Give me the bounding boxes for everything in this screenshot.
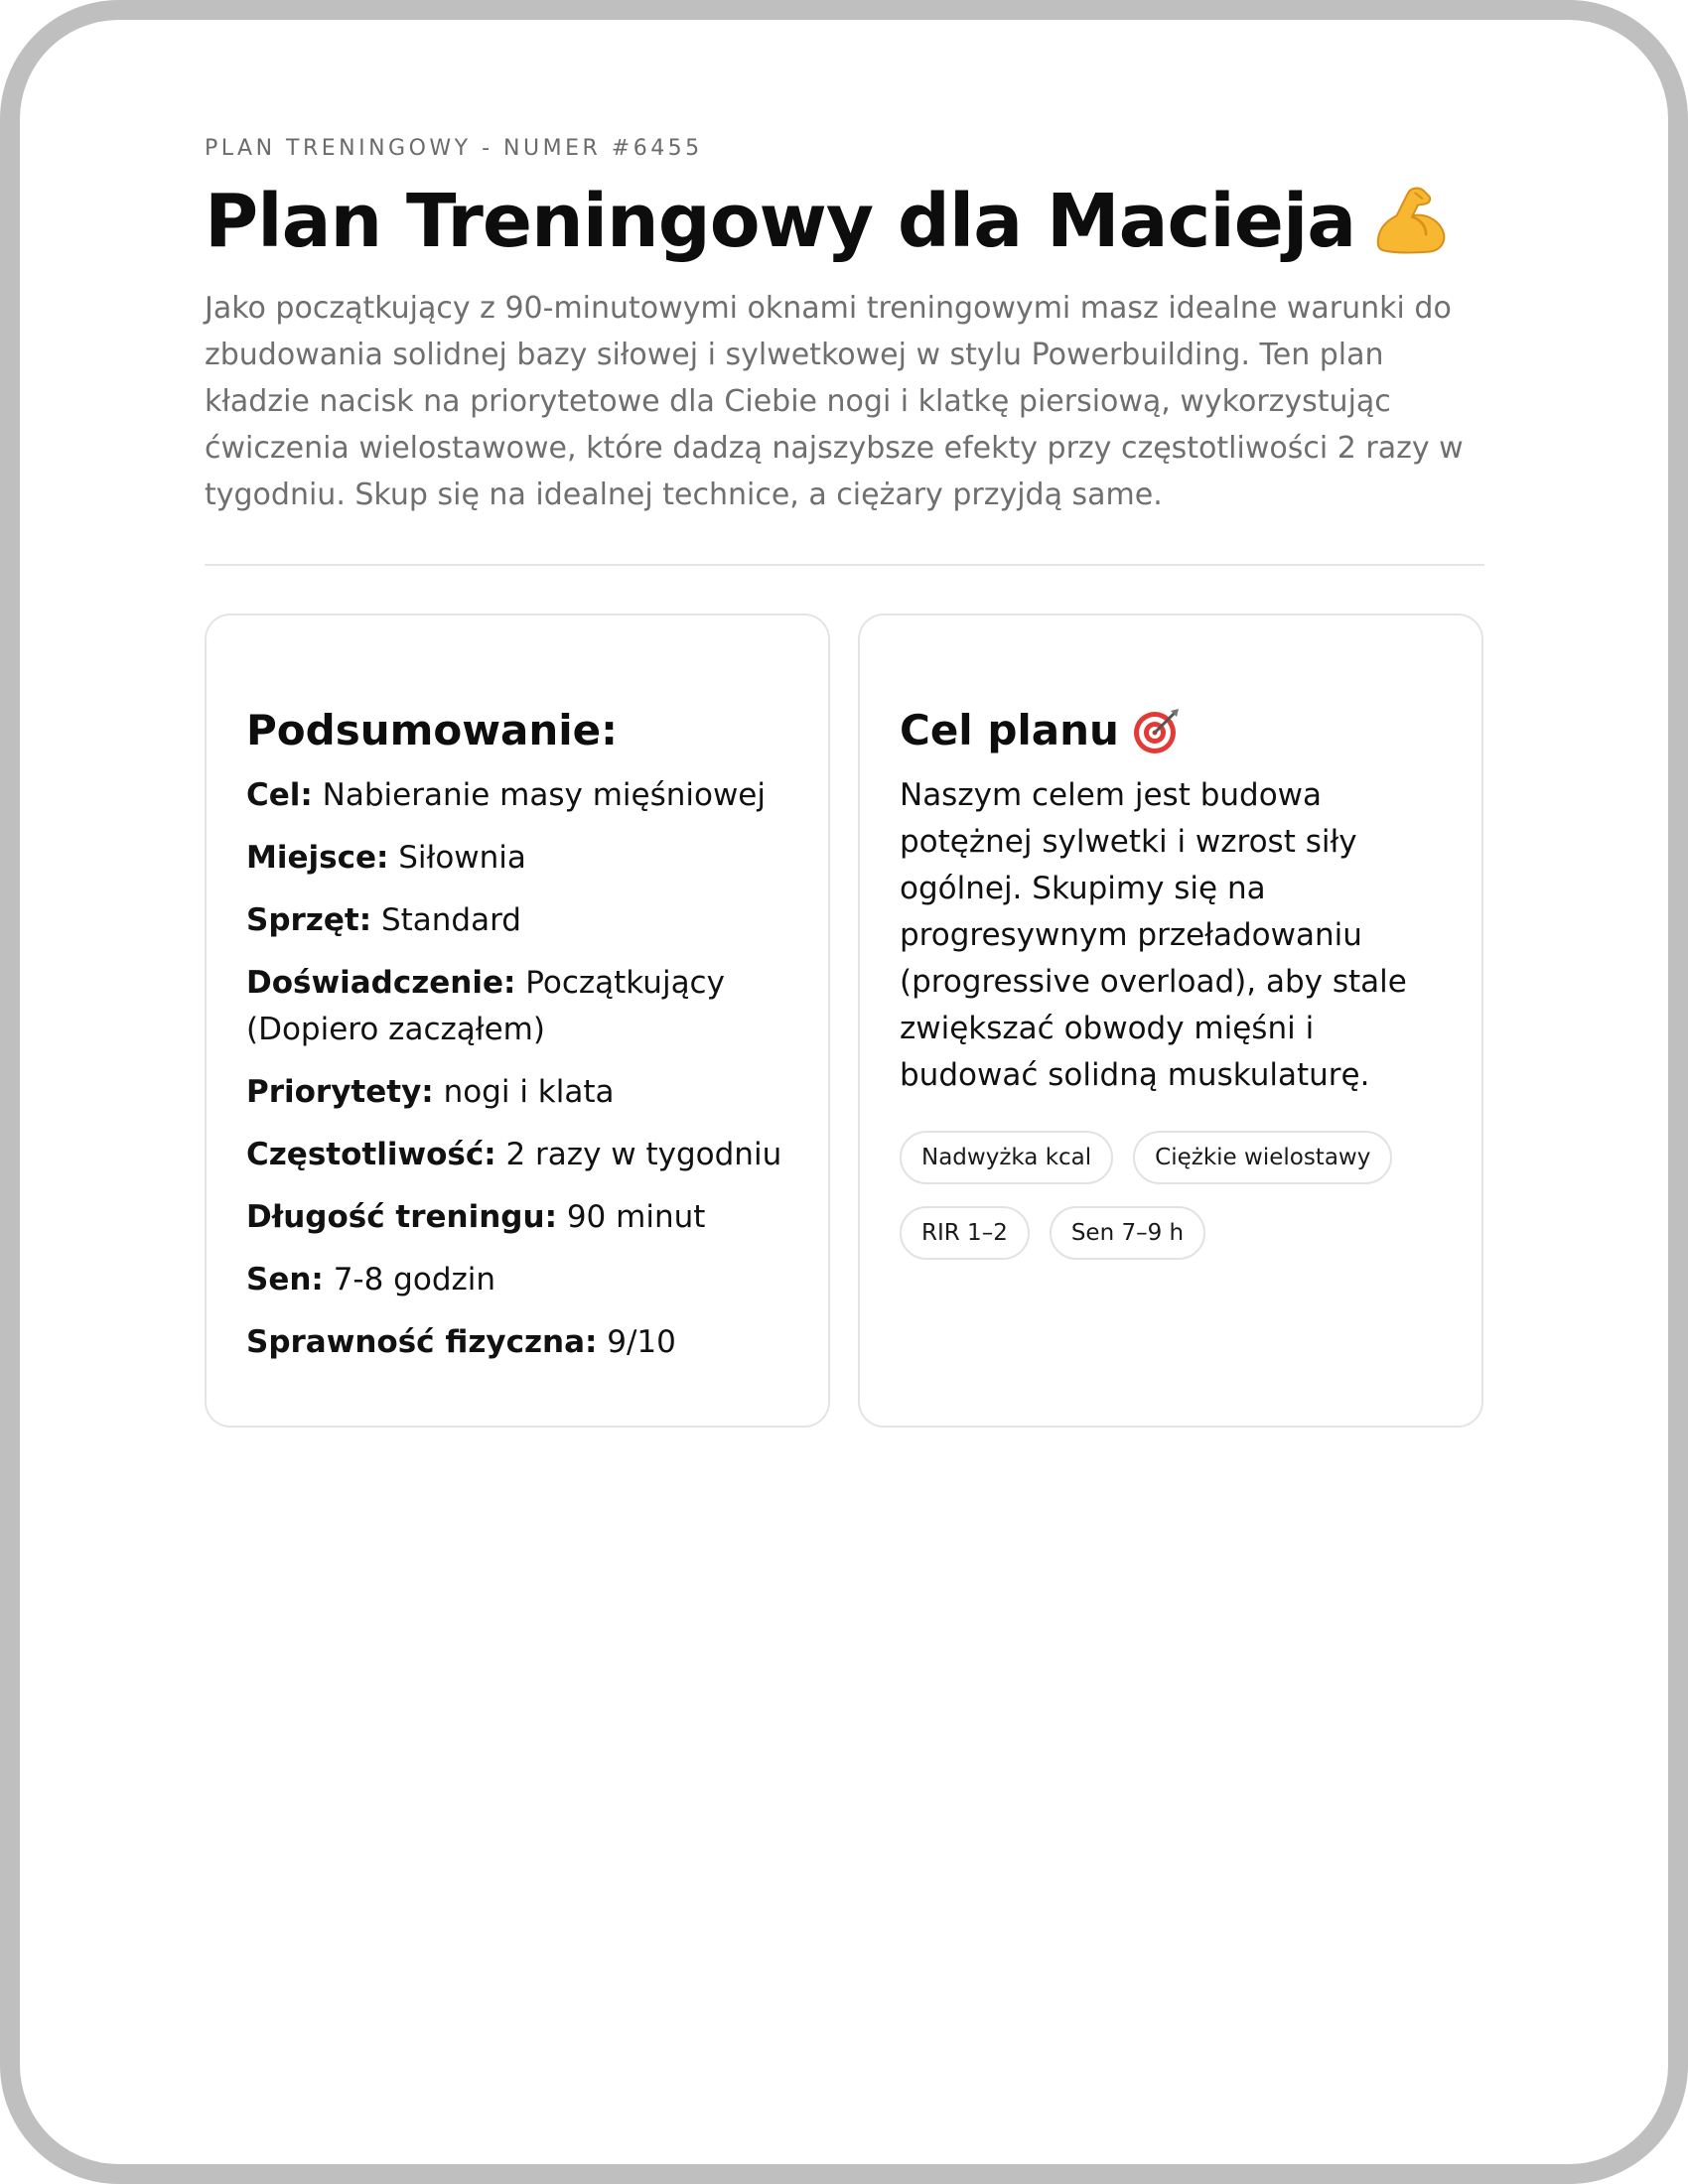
summary-list [246, 772, 788, 1366]
tag-chip: Sen 7–9 h [1050, 1206, 1205, 1260]
plan-page [205, 134, 1484, 1428]
summary-row [246, 772, 788, 819]
summary-row [246, 1132, 788, 1178]
summary-title [246, 703, 788, 758]
plan-number-label: PLAN TRENINGOWY - NUMER #6455 [205, 136, 703, 161]
goal-description: Naszym celem jest budowa potężnej sylwetki i wzrost siły ogólnej. Skupimy się na progresywnym przeładowaniu (progressive overload), aby stale zwiększać obwody mięśni i budować solidną muskulaturę. [900, 777, 1407, 1093]
summary-row-value: Siłownia [398, 840, 526, 876]
summary-row-value: 9/10 [607, 1324, 676, 1360]
goal-title [900, 703, 1442, 758]
goal-tags [900, 1131, 1456, 1260]
intro-paragraph: Jako początkujący z 90-minutowymi oknami treningowymi masz idealne warunki do zbudowania solidnej bazy siłowej i sylwetkowej w stylu Powerbuilding. Ten plan kładzie nacisk na priorytetowe dla Ciebie nogi i klatkę piersiową, wykorzystując ćwiczenia wielostawowe, które dadzą najszybsze efekty przy częstotliwości 2 razy w tygodniu. Skup się na idealnej technice, a ciężary przyjdą same. [205, 291, 1464, 512]
goal-title-text: Cel planu [900, 706, 1119, 754]
tag-chip: Nadwyżka kcal [900, 1131, 1113, 1184]
summary-row [246, 835, 788, 882]
summary-row [246, 1257, 788, 1303]
summary-row-value: nogi i klata [443, 1074, 615, 1110]
tag-chip: Ciężkie wielostawy [1133, 1131, 1392, 1184]
page-title [205, 172, 1484, 271]
goal-card [858, 614, 1483, 1428]
cards-row [205, 614, 1484, 1428]
summary-row-value: Nabieranie masy mięśniowej [322, 777, 766, 813]
summary-row [246, 1194, 788, 1241]
summary-row-value: Początkujący (Dopiero zacząłem) [246, 965, 725, 1047]
summary-row [246, 1319, 788, 1366]
summary-row-key: Cel: [246, 777, 313, 813]
summary-row [246, 1069, 788, 1116]
summary-title-text: Podsumowanie: [246, 706, 618, 754]
page-title-text: Plan Treningowy dla Macieja [205, 179, 1356, 264]
summary-row-key: Długość treningu: [246, 1199, 557, 1235]
summary-row-value: 2 razy w tygodniu [505, 1137, 782, 1172]
flexed-biceps-icon [1367, 176, 1453, 261]
summary-row-key: Sprzęt: [246, 902, 372, 938]
section-divider [205, 564, 1484, 566]
summary-row-key: Sen: [246, 1262, 324, 1297]
summary-row-key: Doświadczenie: [246, 965, 516, 1001]
summary-row [246, 960, 788, 1053]
summary-row-key: Priorytety: [246, 1074, 434, 1110]
summary-row-key: Sprawność fizyczna: [246, 1324, 598, 1360]
summary-row-key: Częstotliwość: [246, 1137, 496, 1172]
summary-row [246, 897, 788, 944]
summary-row-value: 90 minut [566, 1199, 706, 1235]
summary-row-value: 7-8 godzin [333, 1262, 496, 1297]
summary-card [205, 614, 830, 1428]
target-icon [1131, 705, 1183, 756]
tag-chip: RIR 1–2 [900, 1206, 1030, 1260]
summary-row-value: Standard [380, 902, 521, 938]
summary-row-key: Miejsce: [246, 840, 389, 876]
